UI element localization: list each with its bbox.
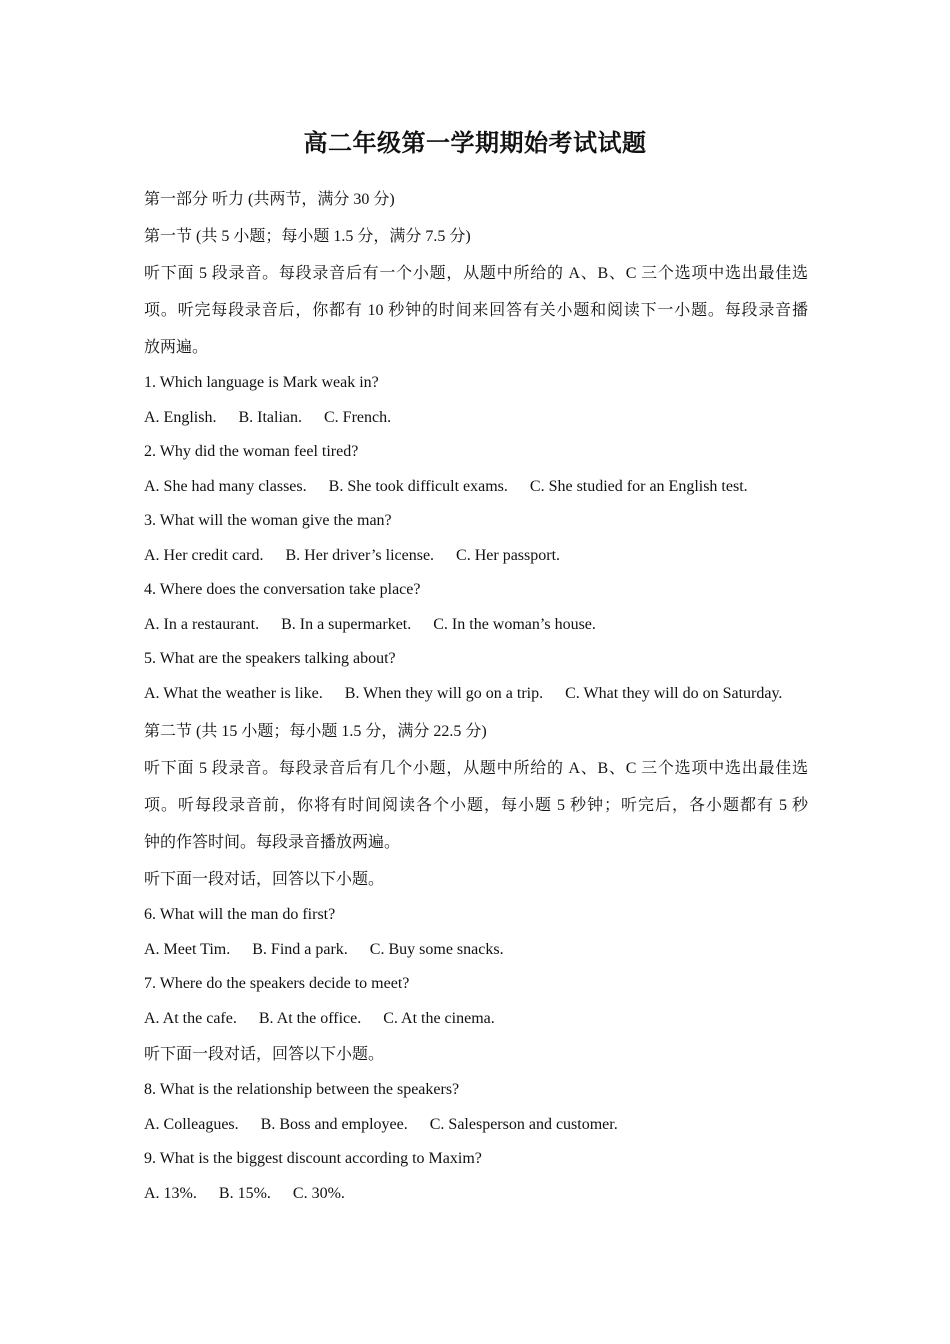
question-options [144,1108,808,1143]
option-c: C. French. [324,408,392,426]
option-a: A. Meet Tim. [144,940,231,958]
question-text: 1. Which language is Mark weak in? [144,374,379,391]
option-b: B. Boss and employee. [260,1115,408,1133]
option-c: C. She studied for an English test. [529,477,748,495]
question-text: 4. Where does the conversation take place? [144,581,421,598]
section-heading: 第二节 (共 15 小题；每小题 1.5 分，满分 22.5 分) [144,723,487,740]
question-options [144,608,808,643]
option-c: C. Buy some snacks. [369,940,504,958]
question-options [144,1177,808,1212]
exam-content [144,181,808,1211]
dialogue-note: 听下面一段对话，回答以下小题。 [144,871,385,888]
exam-title: 高二年级第一学期期始考试试题 [303,131,647,157]
option-b: B. At the office. [258,1009,362,1027]
question-options [144,470,808,505]
question-text: 3. What will the woman give the man? [144,512,392,529]
option-a: A. She had many classes. [144,477,307,495]
option-b: B. Her driver’s license. [285,546,435,564]
option-a: A. At the cafe. [144,1009,237,1027]
question-options [144,933,808,968]
instruction-line: 项。听每段录音前，你将有时间阅读各个小题，每小题 5 秒钟；听完后，各小题都有 5 秒 [144,797,808,814]
option-b: B. In a supermarket. [281,615,412,633]
option-a: A. What the weather is like. [144,684,323,702]
option-a: A. 13%. [144,1184,197,1202]
option-b: B. Italian. [238,408,302,426]
option-c: C. 30%. [292,1184,345,1202]
option-a: A. Her credit card. [144,546,264,564]
question-text: 2. Why did the woman feel tired? [144,443,359,460]
question-options [144,677,808,712]
dialogue-note: 听下面一段对话，回答以下小题。 [144,1046,385,1063]
option-b: B. 15%. [218,1184,271,1202]
option-c: C. What they will do on Saturday. [565,684,783,702]
question-options [144,539,808,574]
part-heading: 第一部分 听力 (共两节，满分 30 分) [144,191,395,208]
option-c: C. Salesperson and customer. [429,1115,618,1133]
instruction-line: 听下面 5 段录音。每段录音后有几个小题，从题中所给的 A、B、C 三个选项中选出最佳选 [144,760,808,777]
option-c: C. At the cinema. [383,1009,495,1027]
instruction-line: 钟的作答时间。每段录音播放两遍。 [144,834,401,851]
option-b: B. She took difficult exams. [328,477,508,495]
question-text: 6. What will the man do first? [144,906,336,923]
instruction-line: 放两遍。 [144,339,209,356]
instruction-line: 项。听完每段录音后，你都有 10 秒钟的时间来回答有关小题和阅读下一小题。每段录音播 [144,302,808,319]
question-text: 8. What is the relationship between the speakers? [144,1081,460,1098]
option-b: B. Find a park. [252,940,348,958]
section-heading: 第一节 (共 5 小题；每小题 1.5 分，满分 7.5 分) [144,228,471,245]
question-text: 5. What are the speakers talking about? [144,650,396,667]
question-text: 9. What is the biggest discount according to Maxim? [144,1150,482,1167]
question-options [144,1002,808,1037]
question-text: 7. Where do the speakers decide to meet? [144,975,410,992]
option-c: C. Her passport. [456,546,561,564]
option-a: A. Colleagues. [144,1115,239,1133]
option-a: A. English. [144,408,217,426]
question-options [144,401,808,436]
instruction-line: 听下面 5 段录音。每段录音后有一个小题，从题中所给的 A、B、C 三个选项中选出最佳选 [144,265,808,282]
option-c: C. In the woman’s house. [433,615,596,633]
option-b: B. When they will go on a trip. [344,684,544,702]
option-a: A. In a restaurant. [144,615,260,633]
